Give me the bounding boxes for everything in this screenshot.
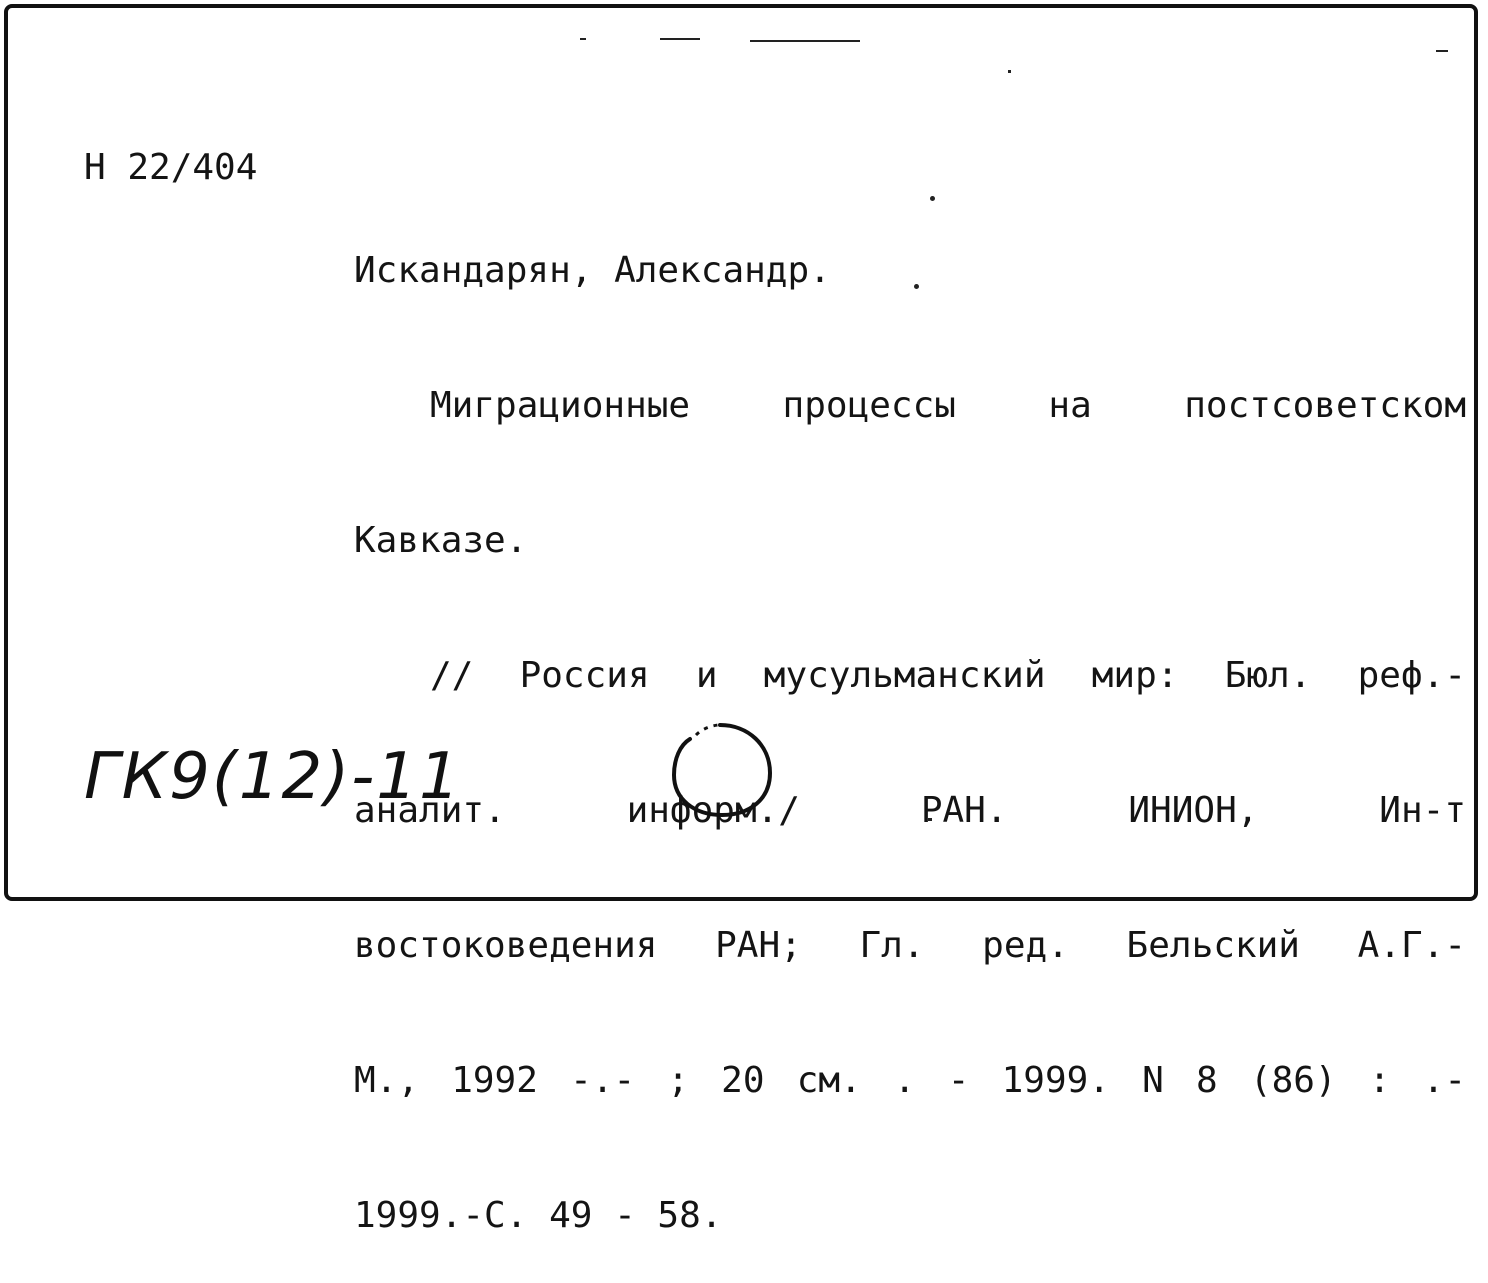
handwritten-code: ГК9(12)-11 [84,740,462,814]
speck [1008,70,1011,73]
source-line: М., 1992 -.- ; 20 см. . - 1999. N 8 (86) : .- [354,1060,1466,1101]
catalog-entry [354,158,1466,1283]
speck [580,38,586,40]
source-line: аналит. информ./ РАН. ИНИОН, Ин-т [354,790,1466,831]
speck [660,38,700,40]
title-line: Кавказе. [354,520,528,561]
source-line: // Россия и мусульманский мир: Бюл. реф.- [430,655,1466,696]
speck [750,40,860,42]
author-heading: Искандарян, Александр. [354,250,831,291]
source-line: востоковедения РАН; Гл. ред. Бельский А.Г.- [354,925,1466,966]
punch-hole-icon [660,715,780,835]
shelf-mark: Н 22/404 [84,147,258,188]
source-line: 1999.-С. 49 - 58. [354,1195,723,1236]
title-line: Миграционные процессы на постсоветском [430,385,1466,426]
speck [1436,50,1448,52]
